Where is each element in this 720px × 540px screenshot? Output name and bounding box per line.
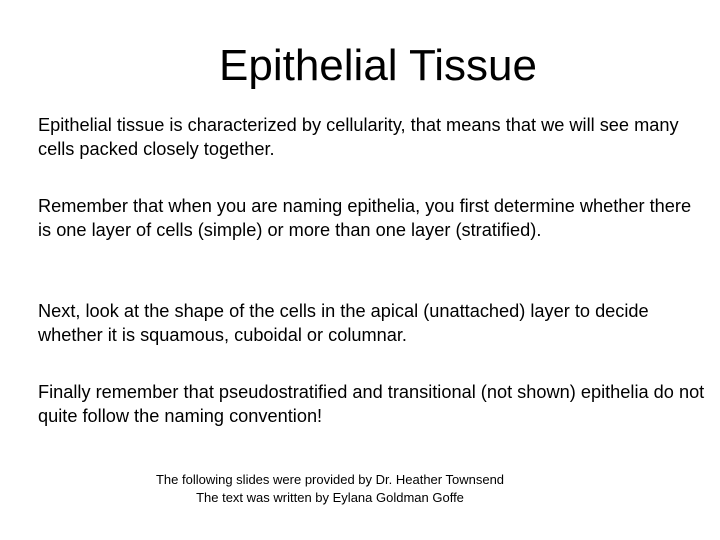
credit-text: The text was written by Eylana Goldman Goffe [196, 490, 464, 505]
credits [0, 471, 660, 507]
paragraph-exceptions: Finally remember that pseudostratified and transitional (not shown) epithelia do not quite follow the naming convention! [38, 382, 705, 426]
paragraph-layers: Remember that when you are naming epithelia, you first determine whether there is one layer of cells (simple) or more than one layer (stratified). [38, 196, 692, 240]
paragraph-cell-shape: Next, look at the shape of the cells in the apical (unattached) layer to decide whether it is squamous, cuboidal or columnar. [38, 301, 649, 345]
credit-slides: The following slides were provided by Dr. Heather Townsend [155, 472, 505, 487]
slide-title: Epithelial Tissue [219, 41, 537, 90]
paragraph-cellularity: Epithelial tissue is characterized by cellularity, that means that we will see many cells packed closely together. [38, 115, 679, 159]
